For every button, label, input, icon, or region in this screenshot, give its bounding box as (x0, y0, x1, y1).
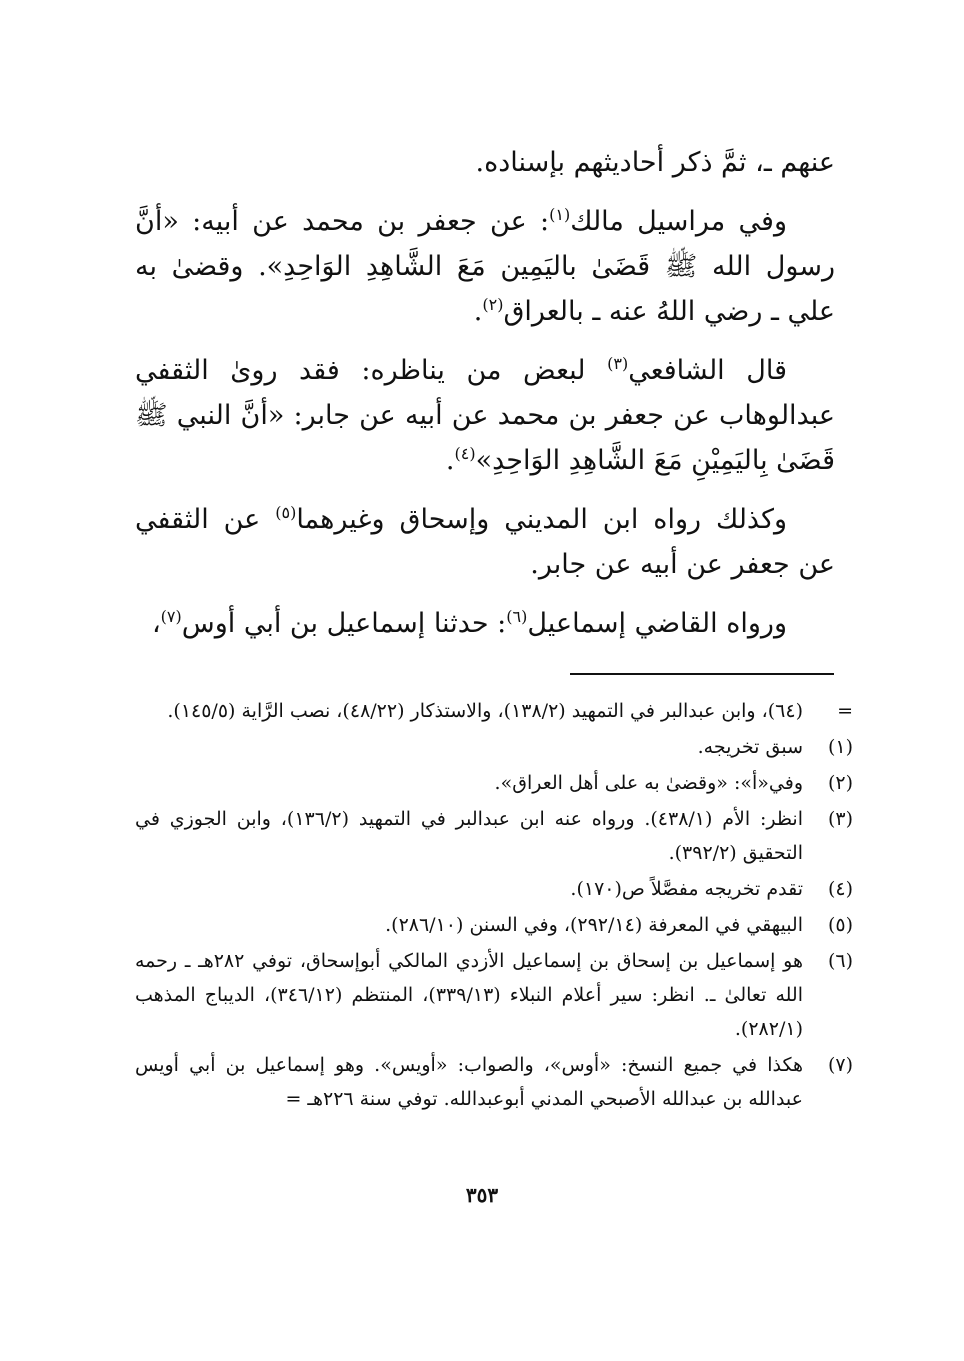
footnote-ref-6[interactable]: (٦) (506, 607, 528, 626)
footnote-number: (١) (827, 736, 853, 758)
paragraph-2: وفي مراسيل مالك$^{(١)}$: عن جعفر بن محمد عن أبيه: «أنَّ رسول الله ﷺ قَضَىٰ باليَمِين مَعَ الشَّاهِدِ الوَاحِدِ». وقضىٰ به علي ـ رضي اللهُ عنه ـ بالعراق$^{(٢)}$. (135, 205, 835, 327)
footnote-text: وفي«أ»: «وقضىٰ به على أهل العراق». (494, 772, 803, 794)
page-number: ٣٥٣ (465, 1183, 499, 1207)
footnote-4 (135, 872, 853, 906)
footnote-text: هو إسماعيل بن إسحاق بن إسماعيل الأزدي المالكي أبوإسحاق، توفي ٢٨٢هـ ـ رحمه الله تعالىٰ ـ. انظر: سير أعلام النبلاء (٣٣٩/١٣)، المنتظم (٣٤٦/١٢)، الديباج المذهب (٢٨٢/١). (135, 950, 803, 1040)
footnote-text: البيهقي في المعرفة (٢٩٢/١٤)، وفي السنن (٢٨٦/١٠). (385, 914, 803, 936)
main-text (135, 140, 835, 660)
footnote-text: سبق تخريجه. (697, 736, 803, 758)
footnotes (135, 694, 853, 1118)
footnote-ref-1[interactable]: (١) (549, 205, 571, 224)
footnote-continuation (135, 694, 853, 728)
footnote-number: = (837, 700, 853, 722)
paragraph-1: عنهم ـ، ثمَّ ذكر أحاديثهم بإسناده. (475, 147, 835, 178)
footnote-1 (135, 730, 853, 764)
footnote-number: (٢) (827, 772, 853, 794)
footnote-number: (٣) (827, 808, 853, 830)
paragraph-3: قال الشافعي$^{(٣)}$ لبعض من يناظره: فقد روىٰ الثقفي عبدالوهاب عن جعفر بن محمد عن أبيه عن جابر: «أنَّ النبي ﷺ قَضَىٰ بِاليَمِيْنِ مَعَ الشَّاهِدِ الوَاحِدِ»$^{(٤)}$. (135, 354, 835, 476)
footnote-text: تقدم تخريجه مفصَّلاً ص(١٧٠). (570, 878, 803, 900)
footnote-3 (135, 802, 853, 870)
footnote-number: (٤) (827, 878, 853, 900)
footnote-number: (٥) (827, 914, 853, 936)
footnote-5 (135, 908, 853, 942)
footnote-text: هكذا في جميع النسخ: «أوس»، والصواب: «أويس». وهو إسماعيل بن أبي أويس عبدالله بن عبدالله الأصبحي المدني أبوعبدالله. توفي سنة ٢٢٦هـ = (135, 1054, 803, 1110)
footnote-text: (٦٤)، وابن عبدالبر في التمهيد (١٣٨/٢)، والاستذكار (٤٨/٢٢)، نصب الرَّاية (١٤٥/٥). (167, 700, 803, 722)
footnote-number: (٧) (827, 1054, 853, 1076)
footnote-6 (135, 944, 853, 1046)
footnote-2 (135, 766, 853, 800)
footnote-number: (٦) (827, 950, 853, 972)
footnote-ref-7[interactable]: (٧) (160, 607, 182, 626)
footnote-ref-2[interactable]: (٢) (482, 295, 504, 314)
footnote-separator (570, 673, 834, 675)
footnote-ref-3[interactable]: (٣) (607, 354, 629, 373)
footnote-ref-4[interactable]: (٤) (454, 444, 476, 463)
footnote-text: انظر: الأم (٤٣٨/١). ورواه عنه ابن عبدالبر في التمهيد (١٣٦/٢)، وابن الجوزي في التحقيق (٣٩٢/٢). (135, 808, 803, 864)
footnote-ref-5[interactable]: (٥) (275, 503, 297, 522)
paragraph-4: وكذلك رواه ابن المديني وإسحاق وغيرهما$^{(٥)}$ عن الثقفي عن جعفر عن أبيه عن جابر. (135, 503, 835, 580)
paragraph-5: ورواه القاضي إسماعيل$^{(٦)}$: حدثنا إسماعيل بن أبي أوس$^{(٧)}$، (151, 607, 787, 639)
footnote-7 (135, 1048, 853, 1116)
